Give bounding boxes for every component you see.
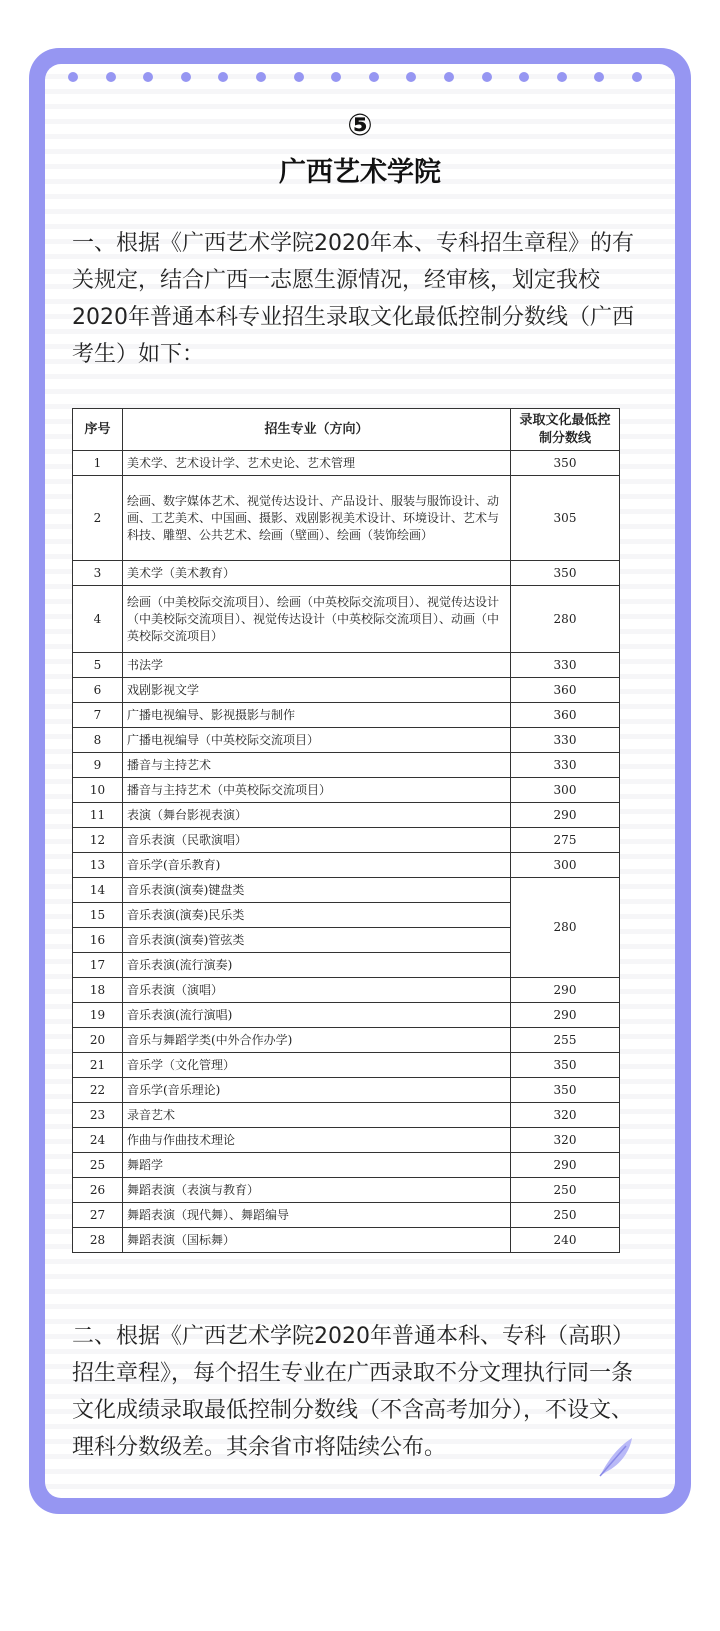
table-row: [73, 1203, 620, 1228]
row-score: 280: [511, 586, 620, 653]
row-score: 290: [511, 1153, 620, 1178]
table-row: [73, 1028, 620, 1053]
table-row: [73, 1003, 620, 1028]
dot: [256, 72, 266, 82]
table-row: [73, 1128, 620, 1153]
row-number: 2: [73, 476, 123, 561]
row-major: 音乐表演(流行演奏): [123, 953, 511, 978]
table-row: [73, 828, 620, 853]
score-table: [72, 408, 620, 1253]
row-score: 250: [511, 1203, 620, 1228]
table-row: [73, 703, 620, 728]
row-major: 作曲与作曲技术理论: [123, 1128, 511, 1153]
row-score: 330: [511, 753, 620, 778]
dot: [181, 72, 191, 82]
row-number: 18: [73, 978, 123, 1003]
row-number: 24: [73, 1128, 123, 1153]
table-row: [73, 803, 620, 828]
row-number: 11: [73, 803, 123, 828]
table-row: [73, 678, 620, 703]
row-major: 绘画（中美校际交流项目）、绘画（中英校际交流项目）、视觉传达设计（中美校际交流项目）、视觉传达设计（中英校际交流项目）、动画（中英校际交流项目）: [123, 586, 511, 653]
row-major: 音乐学(音乐教育): [123, 853, 511, 878]
row-major: 广播电视编导、影视摄影与制作: [123, 703, 511, 728]
row-major: 美术学（美术教育）: [123, 561, 511, 586]
row-number: 26: [73, 1178, 123, 1203]
row-score: 275: [511, 828, 620, 853]
header-no: 序号: [73, 409, 123, 451]
row-score: 320: [511, 1128, 620, 1153]
row-number: 16: [73, 928, 123, 953]
row-number: 21: [73, 1053, 123, 1078]
row-score: 350: [511, 451, 620, 476]
table-row: [73, 1228, 620, 1253]
row-score: 350: [511, 561, 620, 586]
table-row: [73, 1053, 620, 1078]
row-number: 14: [73, 878, 123, 903]
row-number: 5: [73, 653, 123, 678]
page-title: 广西艺术学院: [279, 157, 441, 188]
table-row: [73, 1078, 620, 1103]
row-number: 15: [73, 903, 123, 928]
table-row: [73, 586, 620, 653]
row-number: 6: [73, 678, 123, 703]
row-score: 280: [511, 878, 620, 978]
row-major: 音乐表演(演奏)键盘类: [123, 878, 511, 903]
row-number: 10: [73, 778, 123, 803]
table-row: [73, 1178, 620, 1203]
row-major: 舞蹈学: [123, 1153, 511, 1178]
dot: [68, 72, 78, 82]
row-number: 27: [73, 1203, 123, 1228]
header-score: 录取文化最低控制分数线: [511, 409, 620, 451]
row-number: 4: [73, 586, 123, 653]
row-major: 绘画、数字媒体艺术、视觉传达设计、产品设计、服装与服饰设计、动画、工艺美术、中国画、摄影、戏剧影视美术设计、环境设计、艺术与科技、雕塑、公共艺术、绘画（壁画）、绘画（装饰绘画）: [123, 476, 511, 561]
row-number: 8: [73, 728, 123, 753]
row-major: 音乐表演(演奏)管弦类: [123, 928, 511, 953]
dot: [557, 72, 567, 82]
row-major: 音乐表演（演唱）: [123, 978, 511, 1003]
row-major: 音乐学(音乐理论): [123, 1078, 511, 1103]
row-score: 290: [511, 803, 620, 828]
dot: [369, 72, 379, 82]
row-major: 戏剧影视文学: [123, 678, 511, 703]
row-score: 300: [511, 853, 620, 878]
table-row: [73, 1103, 620, 1128]
row-major: 录音艺术: [123, 1103, 511, 1128]
row-major: 美术学、艺术设计学、艺术史论、艺术管理: [123, 451, 511, 476]
row-number: 20: [73, 1028, 123, 1053]
row-score: 350: [511, 1053, 620, 1078]
section-number: ⑤: [347, 108, 373, 143]
row-major: 表演（舞台影视表演）: [123, 803, 511, 828]
row-score: 350: [511, 1078, 620, 1103]
table-row: [73, 778, 620, 803]
row-score: 240: [511, 1228, 620, 1253]
row-major: 音乐表演(流行演唱): [123, 1003, 511, 1028]
row-number: 25: [73, 1153, 123, 1178]
row-number: 17: [73, 953, 123, 978]
dot: [106, 72, 116, 82]
row-major: 音乐表演(演奏)民乐类: [123, 903, 511, 928]
row-number: 23: [73, 1103, 123, 1128]
table-row: [73, 451, 620, 476]
row-score: 290: [511, 978, 620, 1003]
intro-paragraph: 一、根据《广西艺术学院2020年本、专科招生章程》的有关规定，结合广西一志愿生源情况，经审核，划定我校2020年普通本科专业招生录取文化最低控制分数线（广西考生）如下：: [72, 231, 634, 367]
row-number: 12: [73, 828, 123, 853]
note-paragraph: 二、根据《广西艺术学院2020年普通本科、专科（高职）招生章程》，每个招生专业在广西录取不分文理执行同一条文化成绩录取最低控制分数线（不含高考加分），不设文、理科分数级差。其余省市将陆续公布。: [72, 1324, 634, 1460]
row-number: 7: [73, 703, 123, 728]
row-number: 9: [73, 753, 123, 778]
row-score: 305: [511, 476, 620, 561]
dot: [294, 72, 304, 82]
row-score: 300: [511, 778, 620, 803]
dot: [632, 72, 642, 82]
table-row: [73, 753, 620, 778]
row-score: 255: [511, 1028, 620, 1053]
table-row: [73, 476, 620, 561]
row-major: 舞蹈表演（现代舞）、舞蹈编导: [123, 1203, 511, 1228]
header-major: 招生专业（方向）: [123, 409, 511, 451]
row-major: 广播电视编导（中英校际交流项目）: [123, 728, 511, 753]
row-major: 播音与主持艺术: [123, 753, 511, 778]
row-number: 1: [73, 451, 123, 476]
table-row: [73, 561, 620, 586]
row-score: 330: [511, 728, 620, 753]
table-row: [73, 853, 620, 878]
row-score: 360: [511, 703, 620, 728]
table-row: [73, 978, 620, 1003]
row-number: 3: [73, 561, 123, 586]
dot: [482, 72, 492, 82]
row-major: 书法学: [123, 653, 511, 678]
table-row: [73, 1153, 620, 1178]
row-major: 音乐与舞蹈学类(中外合作办学): [123, 1028, 511, 1053]
table-header: [73, 409, 620, 451]
table-row: [73, 653, 620, 678]
row-major: 舞蹈表演（表演与教育）: [123, 1178, 511, 1203]
row-score: 250: [511, 1178, 620, 1203]
row-major: 音乐学（文化管理）: [123, 1053, 511, 1078]
row-number: 19: [73, 1003, 123, 1028]
row-score: 360: [511, 678, 620, 703]
row-number: 28: [73, 1228, 123, 1253]
table-row: [73, 878, 620, 903]
row-major: 舞蹈表演（国标舞）: [123, 1228, 511, 1253]
row-score: 320: [511, 1103, 620, 1128]
feather-icon: [596, 1436, 636, 1478]
table-row: [73, 728, 620, 753]
row-major: 播音与主持艺术（中英校际交流项目）: [123, 778, 511, 803]
row-number: 13: [73, 853, 123, 878]
row-score: 290: [511, 1003, 620, 1028]
row-major: 音乐表演（民歌演唱）: [123, 828, 511, 853]
row-score: 330: [511, 653, 620, 678]
dot: [444, 72, 454, 82]
row-number: 22: [73, 1078, 123, 1103]
